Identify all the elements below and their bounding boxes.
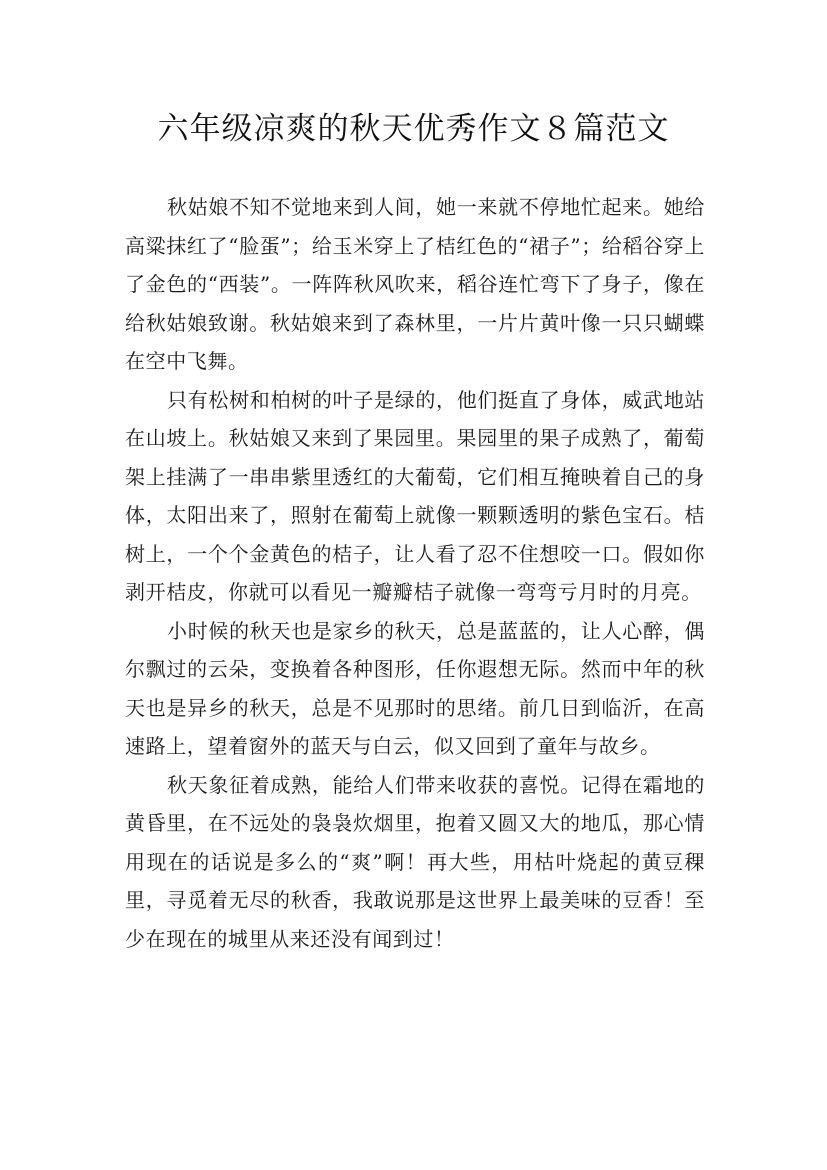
paragraph-1: 秋姑娘不知不觉地来到人间，她一来就不停地忙起来。她给高粱抹红了“脸蛋”；给玉米穿上了桔红色的“裙子”；给稻谷穿上了金色的“西装”。一阵阵秋风吹来，稻谷连忙弯下了身子，像在给秋姑娘致谢。秋姑娘来到了森林里，一片片黄叶像一只只蝴蝶在空中飞舞。 (125, 195, 705, 373)
paragraph-2: 只有松树和柏树的叶子是绿的，他们挺直了身体，威武地站在山坡上。秋姑娘又来到了果园里。果园里的果子成熟了，葡萄架上挂满了一串串紫里透红的大葡萄，它们相互掩映着自己的身体，太阳出来了，照射在葡萄上就像一颗颗透明的紫色宝石。桔树上，一个个金黄色的桔子，让人看了忍不住想咬一口。假如你剥开桔皮，你就可以看见一瓣瓣桔子就像一弯弯亏月时的月亮。 (125, 387, 705, 604)
paragraph-3: 小时候的秋天也是家乡的秋天，总是蓝蓝的，让人心醉，偶尔飘过的云朵，变换着各种图形，任你遐想无际。然而中年的秋天也是异乡的秋天，总是不见那时的思绪。前几日到临沂，在高速路上，望着窗外的蓝天与白云，似又回到了童年与故乡。 (125, 618, 705, 758)
document-body (125, 188, 705, 958)
document-title: 六年级凉爽的秋天优秀作文８篇范文 (157, 111, 670, 147)
paragraph-4: 秋天象征着成熟，能给人们带来收获的喜悦。记得在霜地的黄昏里，在不远处的袅袅炊烟里，抱着又圆又大的地瓜，那心情用现在的话说是多么的“爽”啊！再大些，用枯叶烧起的黄豆稞里，寻觅着无尽的秋香，我敢说那是这世界上最美味的豆香！至少在现在的城里从来还没有闻到过！ (125, 772, 705, 951)
